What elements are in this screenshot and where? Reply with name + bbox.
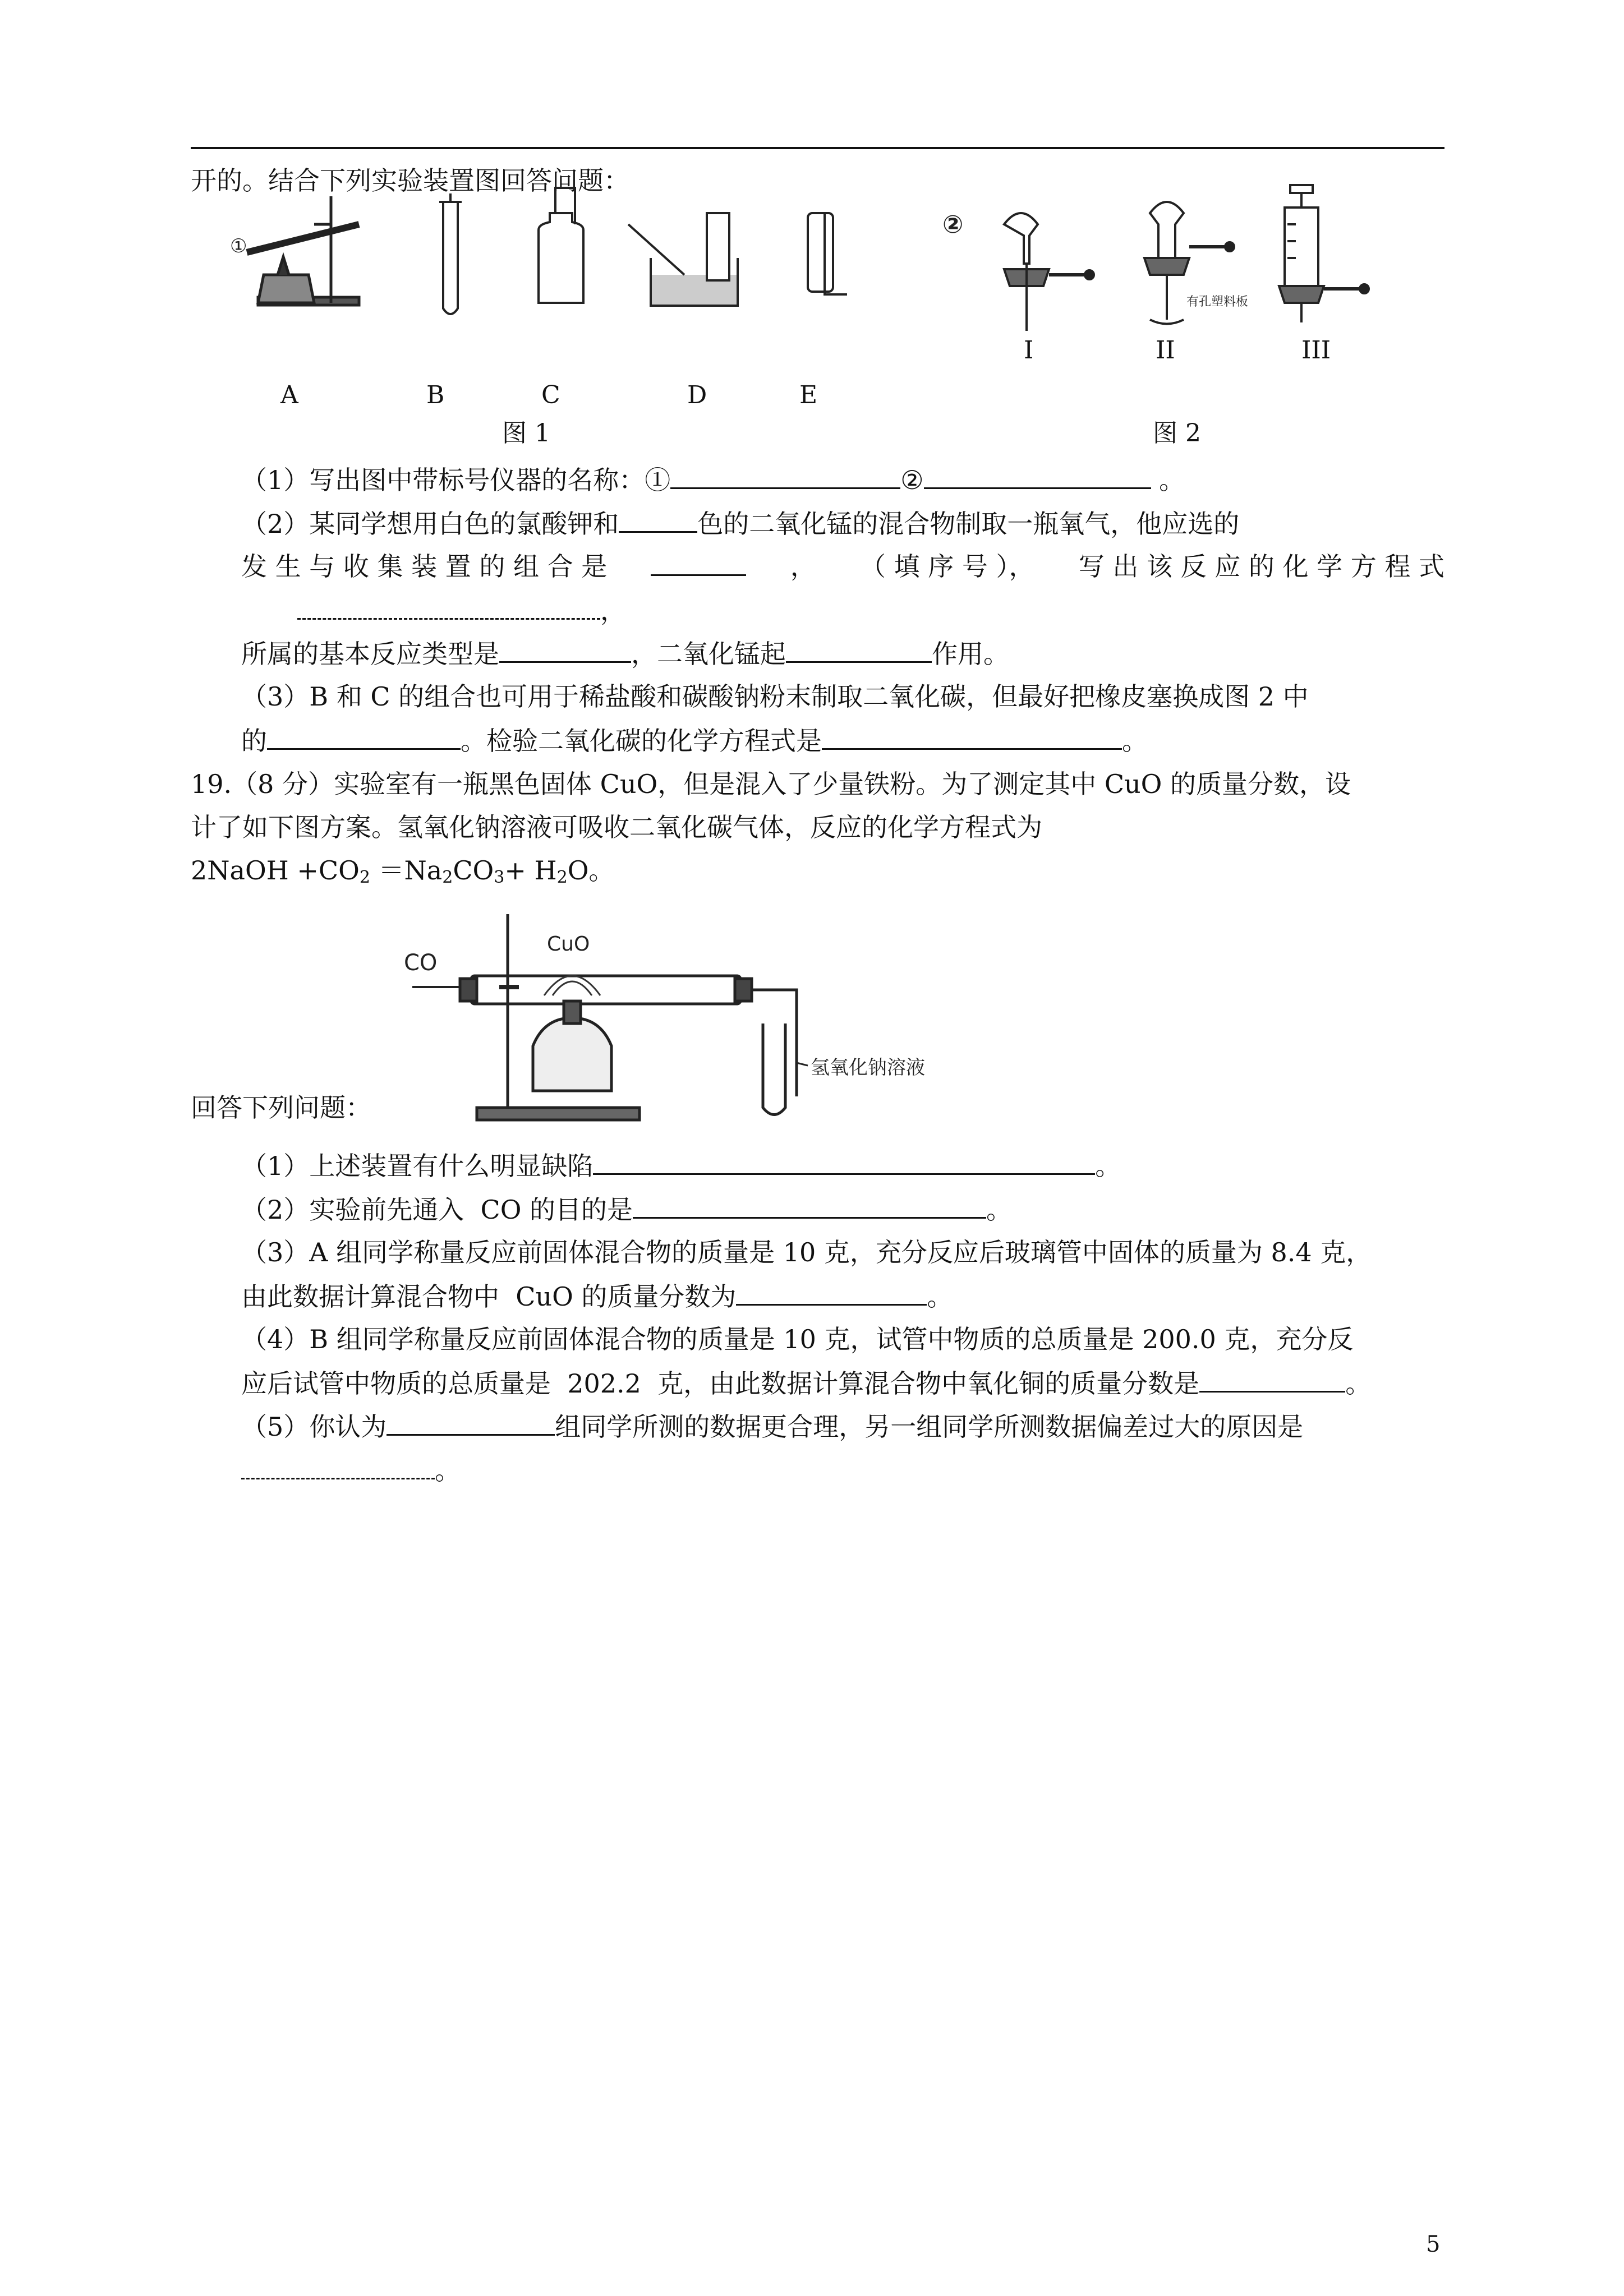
q19-part4-line2: 应后试管中物质的总质量是 202.2 克，由此数据计算混合物中氧化铜的质量分数是 。 bbox=[241, 1366, 1371, 1400]
q18-part1: （1）写出图中带标号仪器的名称：① ② 。 bbox=[241, 463, 1185, 497]
figure-1-label-e: E bbox=[799, 381, 818, 409]
q19-equation: 2NaOH $+CO_2 =Na_2CO_3+ H_2O$。 bbox=[191, 855, 615, 887]
answer-intro: 回答下列问题： bbox=[191, 1092, 371, 1123]
q19-part5-line1: （5）你认为 组同学所测的数据更合理，另一组同学所测数据偏差过大的原因是 bbox=[241, 1409, 1303, 1444]
figure-2-apparatus bbox=[937, 191, 1498, 353]
answer-blank-14[interactable] bbox=[387, 1409, 555, 1436]
apparatus-b bbox=[439, 193, 462, 314]
apparatus-c bbox=[539, 188, 583, 303]
answer-blank-11[interactable] bbox=[633, 1192, 986, 1219]
q19-part4-line1: （4）B 组同学称量反应前固体混合物的质量是 10 克，试管中物质的总质量是 200.0 克，充分反 bbox=[241, 1324, 1354, 1354]
answer-blank-9[interactable] bbox=[822, 723, 1122, 750]
figure-1-label-a: A bbox=[280, 381, 298, 409]
answer-blank-5[interactable] bbox=[297, 593, 600, 620]
answer-blank-1[interactable] bbox=[670, 463, 900, 489]
answer-blank-12[interactable] bbox=[736, 1279, 927, 1306]
co-label: CO bbox=[404, 950, 438, 976]
q19-part3-line1: （3）A 组同学称量反应前固体混合物的质量是 10 克，充分反应后玻璃管中固体的质量为 8.4 克， bbox=[241, 1237, 1372, 1267]
q19-part1: （1）上述装置有什么明显缺陷 。 bbox=[241, 1149, 1121, 1183]
flame bbox=[544, 976, 600, 995]
figure-1-label-c: C bbox=[541, 381, 560, 409]
header-rule bbox=[191, 147, 1444, 149]
figure-1-apparatus bbox=[224, 191, 898, 325]
q18-part2-line3: ， bbox=[297, 593, 626, 628]
marker-2: ② bbox=[942, 210, 964, 239]
marker-1: ① bbox=[230, 235, 247, 257]
intro-text: 开的。结合下列实验装置图回答问题： bbox=[191, 165, 629, 196]
figure-2-label-iii: III bbox=[1301, 336, 1331, 365]
apparatus-2-iii bbox=[1279, 185, 1369, 322]
page-number: 5 bbox=[1426, 2232, 1441, 2257]
figure-2-label-ii: II bbox=[1156, 336, 1175, 365]
answer-blank-4[interactable] bbox=[651, 550, 746, 576]
figure-1-label-d: D bbox=[687, 381, 707, 409]
apparatus-2-i bbox=[1004, 213, 1094, 331]
q19-part2: （2）实验前先通入 CO 的目的是 。 bbox=[241, 1192, 1012, 1227]
answer-blank-3[interactable] bbox=[619, 506, 697, 533]
figure-1-caption: 图 1 bbox=[502, 419, 550, 448]
q18-part2-line1: （2）某同学想用白色的氯酸钾和 色的二氧化锰的混合物制取一瓶氧气，他应选的 bbox=[241, 506, 1239, 541]
apparatus-d bbox=[628, 213, 738, 306]
apparatus-a bbox=[247, 196, 359, 305]
apparatus-e bbox=[808, 213, 847, 294]
cuo-label: CuO bbox=[547, 933, 590, 956]
answer-blank-15[interactable] bbox=[241, 1453, 435, 1479]
naoh-label: 氢氧化钠溶液 bbox=[811, 1057, 925, 1079]
q19-part5-line2: 。 bbox=[241, 1453, 461, 1487]
q18-part2-line2: 发 生 与 收 集 装 置 的 组 合 是 ， （ 填 序 号 ）， 写 出 该 反 应 的 化 学 方 程 式 bbox=[241, 550, 1444, 583]
q18-part3-line2: 的 。检验二氧化碳的化学方程式是 。 bbox=[241, 723, 1148, 758]
q19-apparatus bbox=[404, 906, 999, 1124]
figure-2-label-i: I bbox=[1024, 336, 1034, 365]
answer-blank-8[interactable] bbox=[267, 723, 461, 750]
q19-line2: 计了如下图方案。氢氧化钠溶液可吸收二氧化碳气体，反应的化学方程式为 bbox=[191, 812, 1042, 842]
answer-blank-13[interactable] bbox=[1199, 1366, 1345, 1393]
answer-blank-10[interactable] bbox=[593, 1149, 1095, 1175]
figure-2-caption: 图 2 bbox=[1153, 419, 1201, 448]
answer-blank-7[interactable] bbox=[786, 637, 932, 663]
q19-part3-line2: 由此数据计算混合物中 CuO 的质量分数为 。 bbox=[241, 1279, 953, 1313]
answer-blank-2[interactable] bbox=[924, 463, 1151, 489]
q19-line1: 19.（8 分）实验室有一瓶黑色固体 CuO，但是混入了少量铁粉。为了测定其中 CuO 的质量分数，设 bbox=[191, 769, 1351, 799]
figure-1-label-b: B bbox=[426, 381, 445, 409]
plate-label: 有孔塑料板 bbox=[1186, 295, 1249, 309]
q18-part2-line4: 所属的基本反应类型是 ，二氧化锰起 作用。 bbox=[241, 637, 1009, 671]
q18-part3-line1: （3）B 和 C 的组合也可用于稀盐酸和碳酸钠粉末制取二氧化碳，但最好把橡皮塞换成图 2 中 bbox=[241, 681, 1309, 712]
answer-blank-6[interactable] bbox=[499, 637, 631, 663]
